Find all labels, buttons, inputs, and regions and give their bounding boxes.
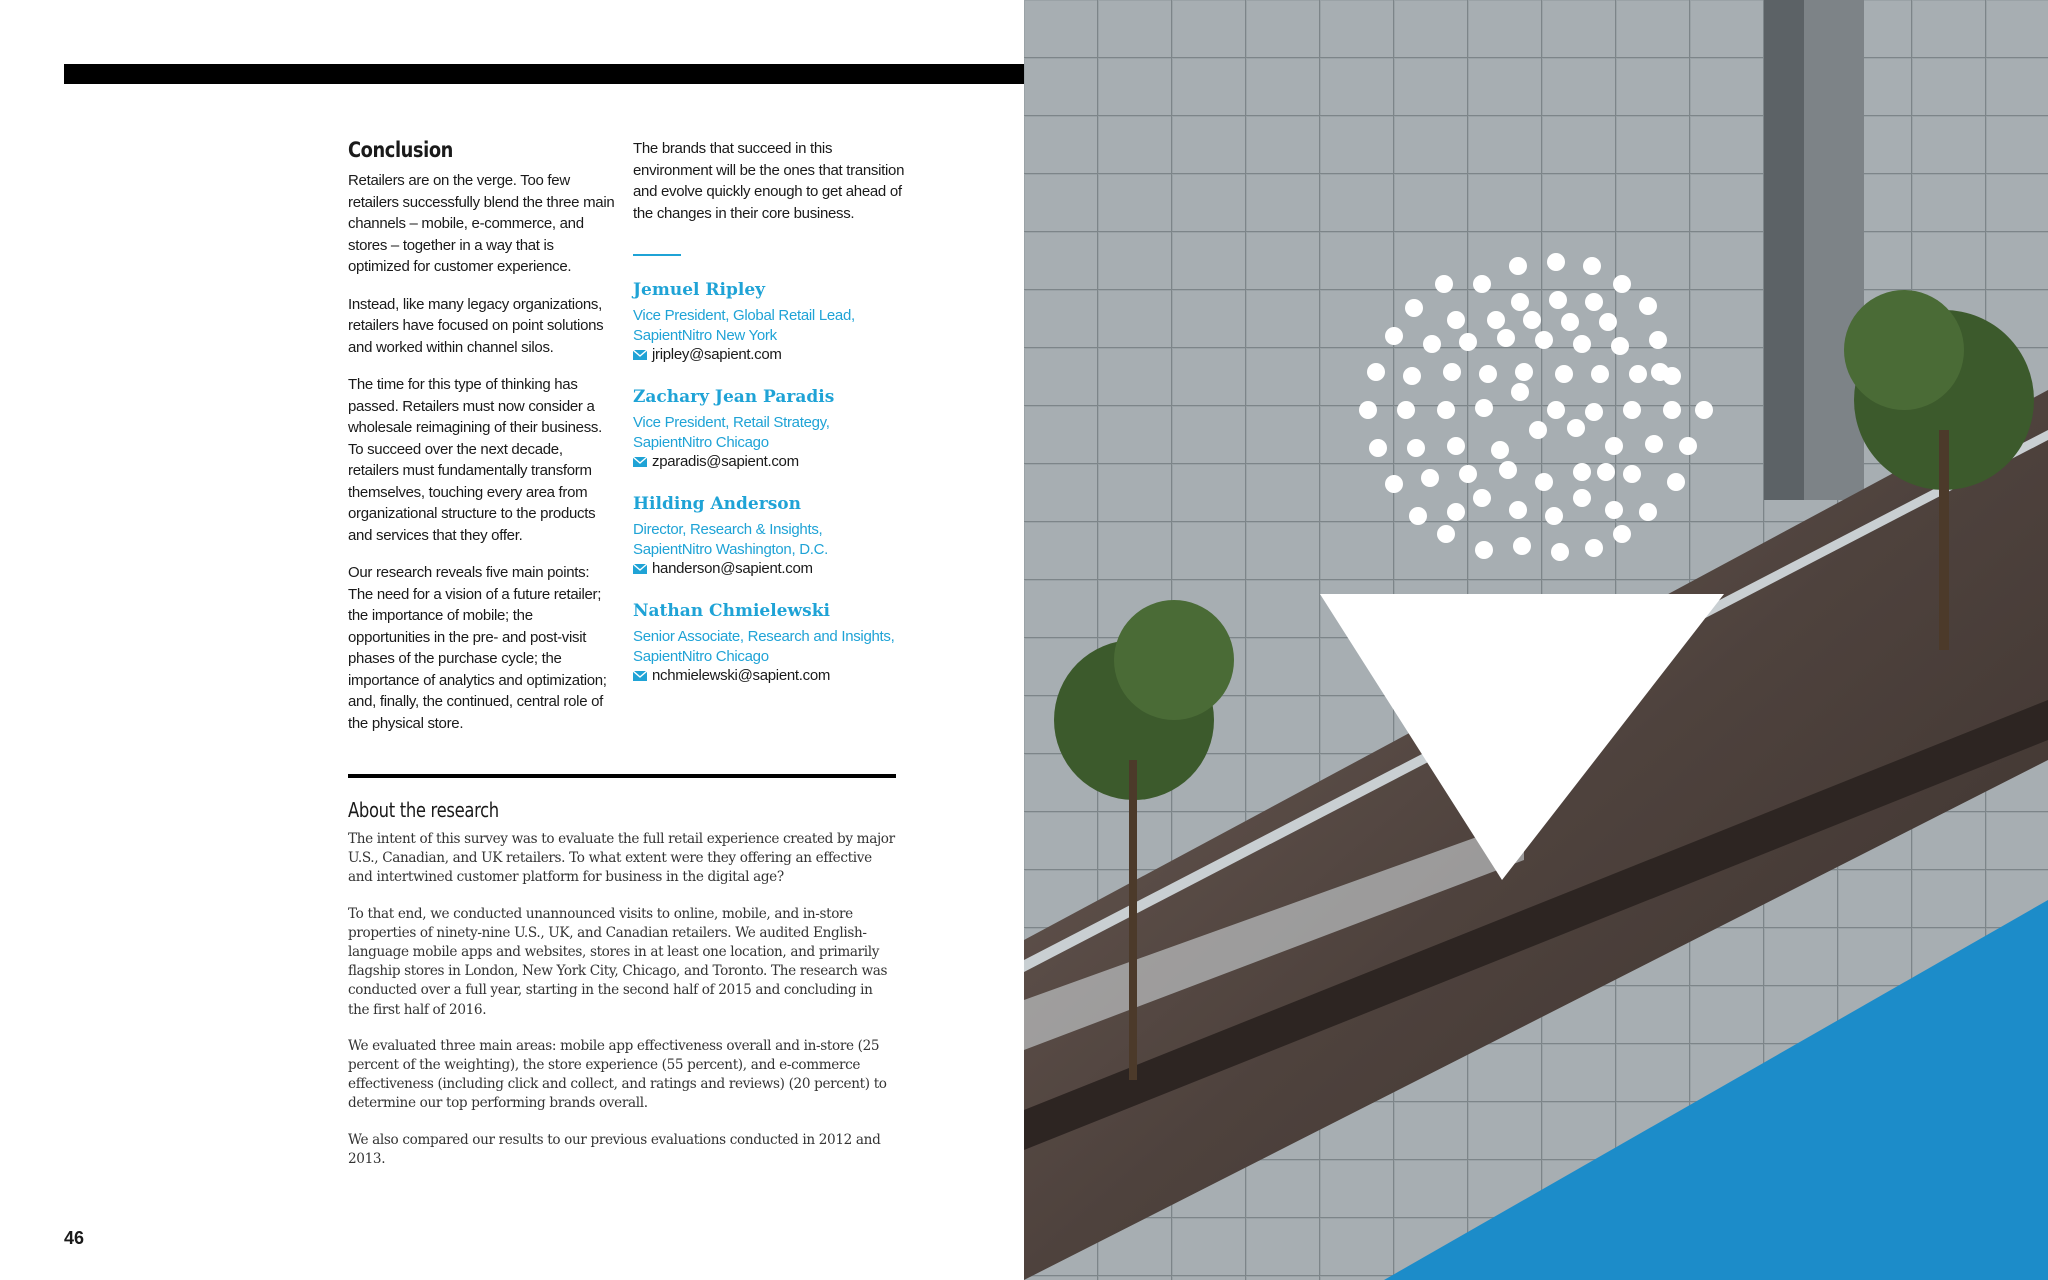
author-name: Hilding Anderson [633, 494, 801, 514]
conclusion-heading: Conclusion [348, 138, 453, 162]
conclusion-paragraph: Instead, like many legacy organizations, retailers have focused on point solutions and worked within channel silos. [348, 295, 604, 356]
author-email-row [633, 452, 913, 472]
author-name: Zachary Jean Paradis [633, 387, 835, 407]
conclusion-paragraph: Retailers are on the verge. Too few retailers successfully blend the three main channels – mobile, e-commerce, and stores – together in a way that is optimized for customer experience. [348, 172, 615, 275]
conclusion-paragraph: Our research reveals five main points: The need for a vision of a future retailer; the importance of mobile; the opportunities in the pre- and post-visit phases of the purchase cycle; the importance of analytics and optimization; and, finally, the continued, central role of the physical store. [348, 564, 607, 732]
author-title: Vice President, Global Retail Lead, [633, 307, 855, 324]
research-paragraph: We evaluated three main areas: mobile app effectiveness overall and in-store (25 percent of the weighting), the store experience (55 percent), and e-commerce effectiveness (including click and collect, and ratings and reviews) (20 percent) to determine our top performing brands overall. [348, 1037, 887, 1112]
author-name: Jemuel Ripley [633, 280, 766, 300]
research-paragraph: The intent of this survey was to evaluate the full retail experience created by major U.S., Canadian, and UK retailers. To what extent were they offering an effective and intertwined customer platform for business in the digital age? [348, 831, 895, 886]
author-email[interactable]: jripley@sapient.com [652, 346, 782, 363]
photo-illustration [1024, 0, 2048, 1280]
conclusion-paragraph: The time for this type of thinking has passed. Retailers must now consider a wholesale reimagining of their business. To succeed over the next decade, retailers must fundamentally transform themselves, touching every area from organizational structure to the products and services that they offer. [348, 376, 602, 544]
envelope-icon [633, 457, 647, 467]
author-title: Director, Research & Insights, [633, 521, 823, 538]
author-email-row [633, 666, 913, 686]
envelope-icon [633, 671, 647, 681]
envelope-icon [633, 350, 647, 360]
closing-paragraph: The brands that succeed in this environment will be the ones that transition and evolve quickly enough to get ahead of the changes in their core business. [633, 140, 905, 222]
author-office: SapientNitro Chicago [633, 647, 769, 665]
research-paragraph: To that end, we conducted unannounced visits to online, mobile, and in-store properties of ninety-nine U.S., UK, and Canadian retailers. We audited English-language mobile apps and websites, stores in at least one location, and primarily flagship stores in London, New York City, Chicago, and Toronto. The research was conducted over a full year, starting in the second half of 2015 and concluding in the first half of 2016. [348, 905, 888, 1018]
author-card [633, 387, 913, 472]
author-office: SapientNitro Washington, D.C. [633, 540, 829, 558]
top-rule [64, 64, 1024, 84]
author-card [633, 494, 913, 579]
author-title: Senior Associate, Research and Insights, [633, 628, 895, 645]
author-email[interactable]: zparadis@sapient.com [652, 453, 799, 470]
research-section [348, 774, 896, 1186]
escalator-photo [1024, 0, 2048, 1280]
author-email[interactable]: nchmielewski@sapient.com [652, 667, 831, 684]
author-email-row [633, 559, 913, 579]
author-office: SapientNitro New York [633, 326, 777, 344]
conclusion-column [348, 138, 616, 750]
author-email-row [633, 345, 913, 365]
contacts-column [633, 138, 913, 708]
author-email[interactable]: handerson@sapient.com [652, 560, 813, 577]
author-title: Vice President, Retail Strategy, [633, 414, 830, 431]
author-card [633, 280, 913, 365]
page-number: 46 [64, 1228, 85, 1248]
research-heading: About the research [348, 798, 499, 822]
research-paragraph: We also compared our results to our previous evaluations conducted in 2012 and 2013. [348, 1131, 881, 1167]
accent-rule [633, 254, 681, 256]
envelope-icon [633, 564, 647, 574]
author-card [633, 601, 913, 686]
author-name: Nathan Chmielewski [633, 601, 830, 621]
section-rule [348, 774, 896, 778]
author-office: SapientNitro Chicago [633, 433, 769, 451]
